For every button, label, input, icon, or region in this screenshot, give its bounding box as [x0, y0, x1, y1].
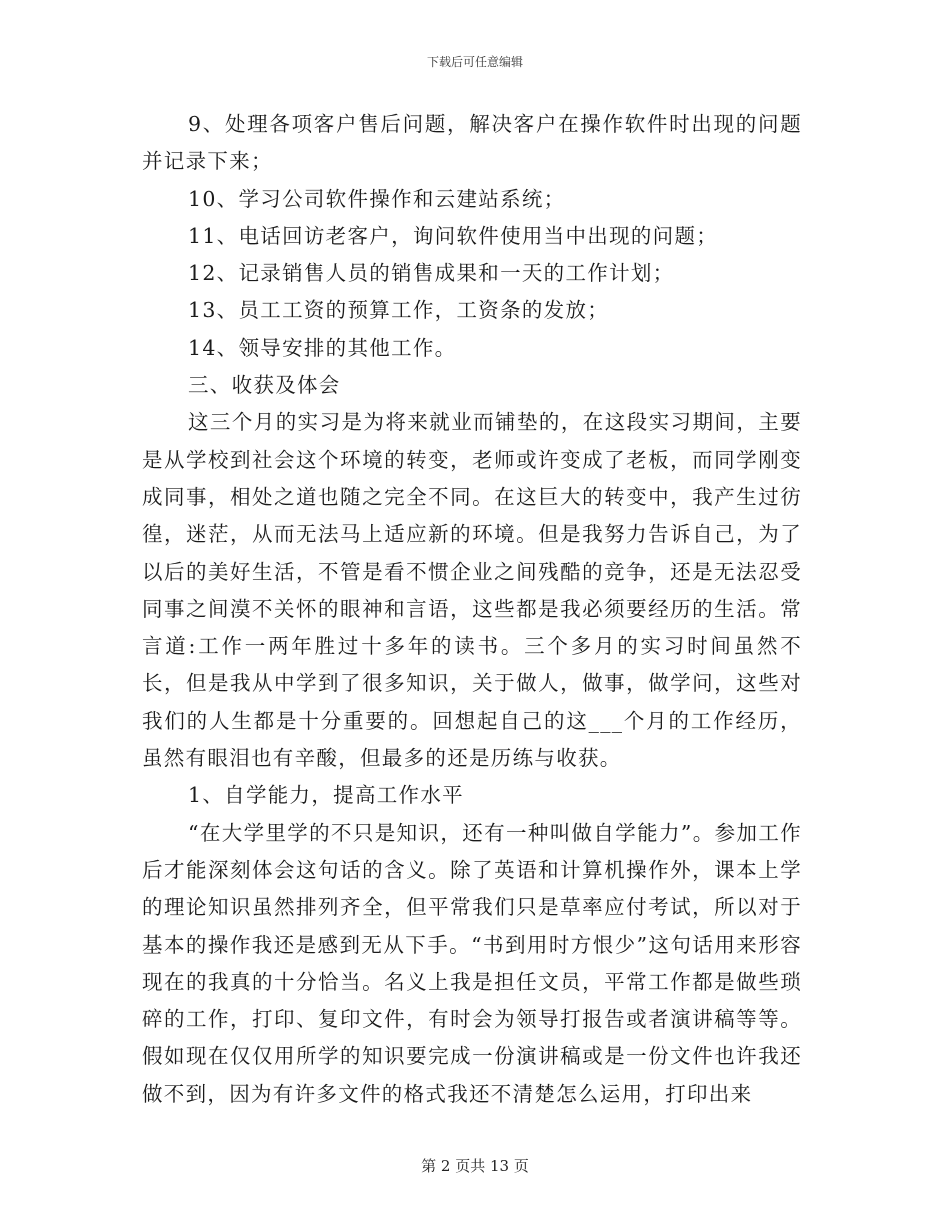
list-item-10: 10、学习公司软件操作和云建站系统；	[188, 186, 566, 211]
body-paragraph: “在大学里学的不只是知识，还有一种叫做自学能力”。参加工作后才能深刻体会这句话的含义。除了英语和计算机操作外，课本上学的理论知识虽然排列齐全，但平常我们只是草率应付考试，所以对于基本的操作我还是感到无从下手。“书到用时方恨少”这句话用来形容现在的我真的十分恰当。名义上我是担任文员，平常工作都是做些琐碎的工作，打印、复印文件，有时会为领导打报告或者演讲稿等等。假如现在仅仅用所学的知识要完成一份演讲稿或是一份文件也许我还做不到，因为有许多文件的格式我还不清楚怎么运用，打印出来	[142, 820, 802, 1106]
body-paragraph: 这三个月的实习是为将来就业而铺垫的，在这段实习期间，主要是从学校到社会这个环境的转变，老师或许变成了老板，而同学刚变成同事，相处之道也随之完全不同。在这巨大的转变中，我产生过彷徨，迷茫，从而无法马上适应新的环境。但是我努力告诉自己，为了以后的美好生活，不管是看不惯企业之间残酷的竞争，还是无法忍受同事之间漠不关怀的眼神和言语，这些都是我必须要经历的生活。常言道:工作一两年胜过十多年的读书。三个多月的实习时间虽然不长，但是我从中学到了很多知识，关于做人，做事，做学问，这些对我们的人生都是十分重要的。回想起自己的这___个月的工作经历，虽然有眼泪也有辛酸，但最多的还是历练与收获。	[142, 410, 802, 771]
list-item-9: 9、处理各项客户售后问题，解决客户在操作软件时出现的问题并记录下来；	[142, 112, 802, 174]
list-item-14: 14、领导安排的其他工作。	[188, 335, 457, 360]
page-header: 下载后可任意编辑	[426, 55, 523, 69]
page-number: 第 2 页共 13 页	[421, 1157, 529, 1175]
section-heading: 三、收获及体会	[188, 373, 341, 398]
document-body	[142, 106, 802, 1113]
subsection-heading: 1、自学能力，提高工作水平	[188, 783, 464, 808]
list-item-12: 12、记录销售人员的销售成果和一天的工作计划；	[188, 261, 675, 286]
list-item-11: 11、电话回访老客户，询问软件使用当中出现的问题；	[188, 223, 719, 248]
list-item-13: 13、员工工资的预算工作，工资条的发放；	[188, 298, 610, 323]
